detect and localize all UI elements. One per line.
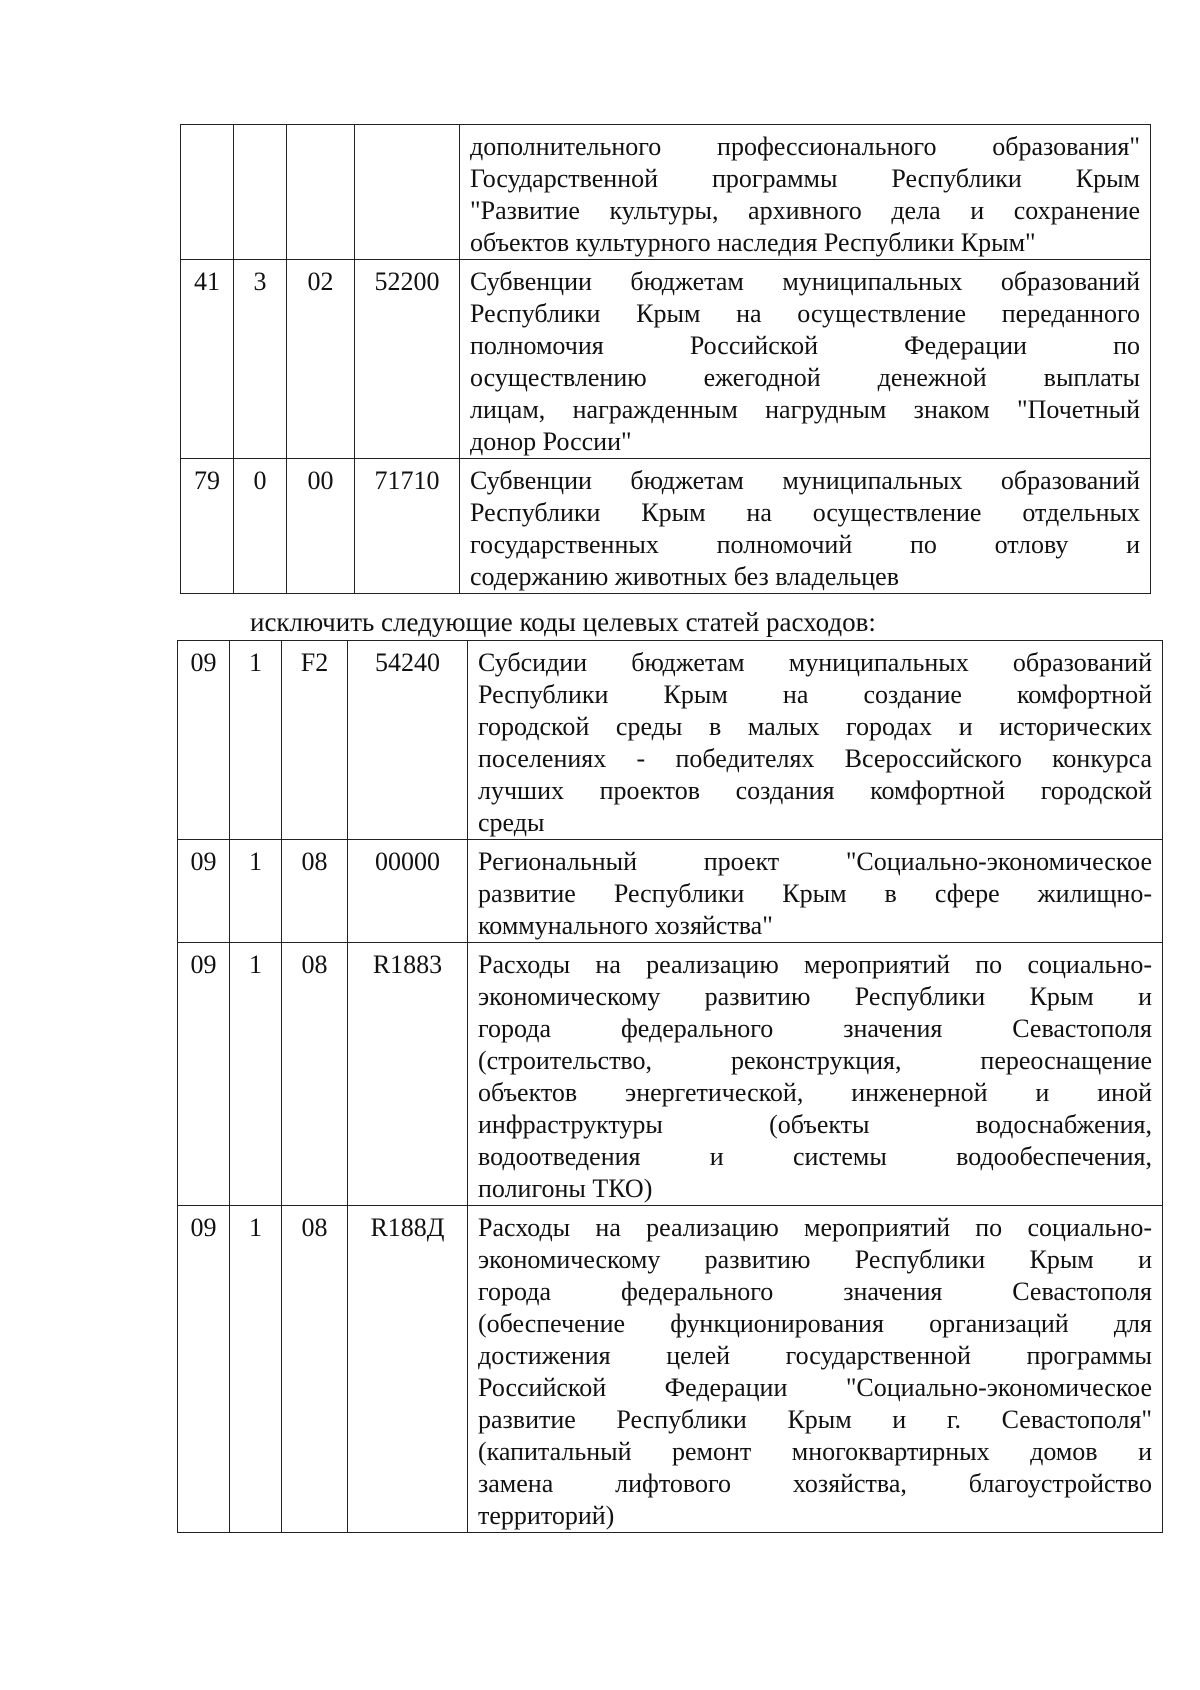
subprogram-code-cell: 1 xyxy=(230,641,282,840)
program-code-cell: 09 xyxy=(178,943,230,1206)
event-code-cell xyxy=(287,125,355,260)
direction-code-cell: 71710 xyxy=(355,459,460,594)
description-line: Субвенции бюджетам муниципальных образований xyxy=(470,267,1140,296)
program-code-cell: 09 xyxy=(178,1206,230,1533)
description-line: Республики Крым на создание комфортной xyxy=(478,680,1152,709)
subprogram-code-cell: 0 xyxy=(234,459,287,594)
subprogram-code-cell: 1 xyxy=(230,840,282,943)
description-line: экономическому развитию Республики Крым и xyxy=(478,982,1152,1011)
description-line: Государственной программы Республики Крым xyxy=(470,164,1140,193)
description-line: Республики Крым на осуществление отдельных xyxy=(470,498,1140,527)
description-line: замена лифтового хозяйства, благоустройство xyxy=(478,1469,1152,1498)
description-line: "Развитие культуры, архивного дела и сохранение xyxy=(470,196,1140,225)
description-line: инфраструктуры (объекты водоснабжения, xyxy=(478,1110,1152,1139)
description-line: городской среды в малых городах и исторических xyxy=(478,712,1152,741)
description-line: объектов культурного наследия Республики Крым" xyxy=(470,228,1036,257)
description-line: водоотведения и системы водообеспечения, xyxy=(478,1142,1152,1171)
description-line: поселениях - победителях Всероссийского конкурса xyxy=(478,744,1152,773)
description-line: (строительство, реконструкция, переоснащение xyxy=(478,1046,1152,1075)
codes-table-exclude xyxy=(177,640,1163,1533)
description-line: среды xyxy=(478,808,545,837)
description-line: Российской Федерации "Социально-экономическое xyxy=(478,1373,1152,1402)
description-line: Региональный проект "Социально-экономическое xyxy=(478,847,1152,876)
description-line: Расходы на реализацию мероприятий по социально- xyxy=(478,1213,1152,1242)
description-cell xyxy=(468,840,1163,943)
subprogram-code-cell: 1 xyxy=(230,1206,282,1533)
description-cell xyxy=(460,260,1151,459)
table-row xyxy=(181,125,1151,260)
table-row xyxy=(178,840,1163,943)
description-cell xyxy=(468,641,1163,840)
program-code-cell: 09 xyxy=(178,641,230,840)
description-line: территорий) xyxy=(478,1501,615,1530)
description-line: лучших проектов создания комфортной городской xyxy=(478,776,1152,805)
description-line: Субвенции бюджетам муниципальных образований xyxy=(470,466,1140,495)
event-code-cell: 08 xyxy=(282,1206,348,1533)
description-line: города федерального значения Севастополя xyxy=(478,1277,1152,1306)
description-line: Расходы на реализацию мероприятий по социально- xyxy=(478,950,1152,979)
table-row xyxy=(181,260,1151,459)
exclude-caption: исключить следующие коды целевых статей расходов: xyxy=(250,607,876,637)
table-row xyxy=(181,459,1151,594)
subprogram-code-cell: 1 xyxy=(230,943,282,1206)
description-line: содержанию животных без владельцев xyxy=(470,562,899,591)
description-cell xyxy=(460,125,1151,260)
description-line: развитие Республики Крым и г. Севастополя" xyxy=(478,1405,1152,1434)
event-code-cell: 08 xyxy=(282,840,348,943)
description-cell xyxy=(468,1206,1163,1533)
description-line: донор России" xyxy=(470,427,632,456)
direction-code-cell: R1883 xyxy=(348,943,468,1206)
description-line: объектов энергетической, инженерной и иной xyxy=(478,1078,1152,1107)
description-line: полигоны ТКО) xyxy=(478,1174,653,1203)
description-line: города федерального значения Севастополя xyxy=(478,1014,1152,1043)
description-line: коммунального хозяйства" xyxy=(478,911,773,940)
description-line: достижения целей государственной программы xyxy=(478,1341,1152,1370)
description-line: дополнительного профессионального образования" xyxy=(470,132,1140,161)
description-line: (обеспечение функционирования организаций для xyxy=(478,1309,1152,1338)
description-line: (капитальный ремонт многоквартирных домов и xyxy=(478,1437,1152,1466)
program-code-cell: 41 xyxy=(181,260,234,459)
direction-code-cell: R188Д xyxy=(348,1206,468,1533)
description-line: лицам, награжденным нагрудным знаком "Почетный xyxy=(470,395,1140,424)
program-code-cell: 09 xyxy=(178,840,230,943)
direction-code-cell: 00000 xyxy=(348,840,468,943)
description-cell xyxy=(460,459,1151,594)
event-code-cell: 02 xyxy=(287,260,355,459)
event-code-cell: 00 xyxy=(287,459,355,594)
event-code-cell: 08 xyxy=(282,943,348,1206)
description-line: развитие Республики Крым в сфере жилищно- xyxy=(478,879,1152,908)
table-row xyxy=(178,943,1163,1206)
subprogram-code-cell: 3 xyxy=(234,260,287,459)
program-code-cell: 79 xyxy=(181,459,234,594)
codes-table-top xyxy=(180,124,1151,594)
direction-code-cell: 52200 xyxy=(355,260,460,459)
event-code-cell: F2 xyxy=(282,641,348,840)
description-cell xyxy=(468,943,1163,1206)
description-line: Субсидии бюджетам муниципальных образований xyxy=(478,648,1152,677)
program-code-cell xyxy=(181,125,234,260)
table-row xyxy=(178,1206,1163,1533)
table-row xyxy=(178,641,1163,840)
subprogram-code-cell xyxy=(234,125,287,260)
description-line: осуществлению ежегодной денежной выплаты xyxy=(470,363,1140,392)
description-line: Республики Крым на осуществление переданного xyxy=(470,299,1140,328)
description-line: государственных полномочий по отлову и xyxy=(470,530,1140,559)
description-line: экономическому развитию Республики Крым и xyxy=(478,1245,1152,1274)
direction-code-cell xyxy=(355,125,460,260)
direction-code-cell: 54240 xyxy=(348,641,468,840)
description-line: полномочия Российской Федерации по xyxy=(470,331,1140,360)
